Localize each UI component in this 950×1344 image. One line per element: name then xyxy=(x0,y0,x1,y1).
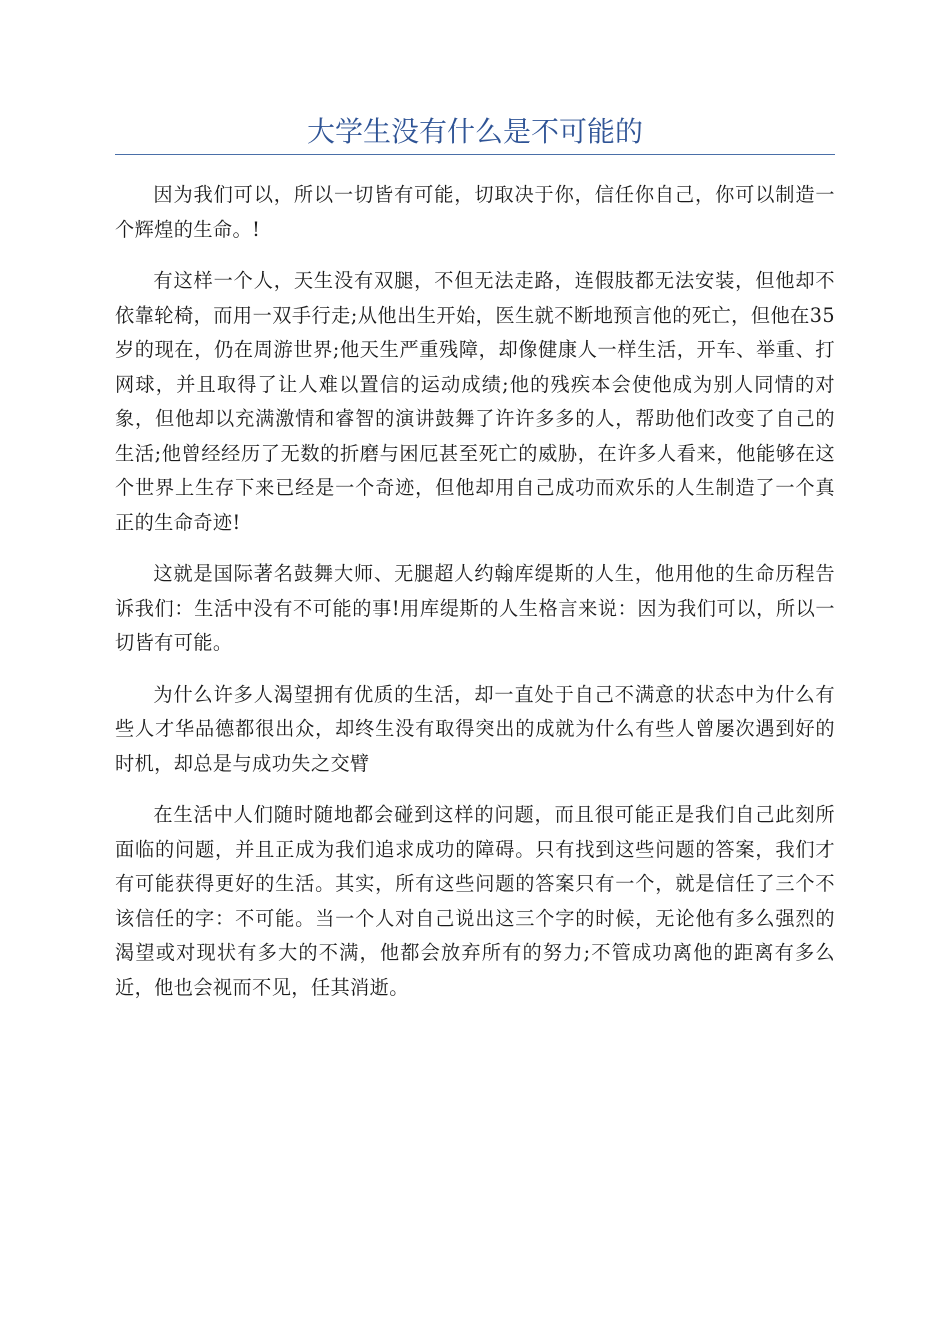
paragraph-2: 有这样一个人，天生没有双腿，不但无法走路，连假肢都无法安装，但他却不依靠轮椅，而用一双手行走;从他出生开始，医生就不断地预言他的死亡，但他在35岁的现在，仍在周游世界;他天生严重残障，却像健康人一样生活，开车、举重、打网球，并且取得了让人难以置信的运动成绩;他的残疾本会使他成为别人同情的对象，但他却以充满激情和睿智的演讲鼓舞了许许多多的人，帮助他们改变了自己的生活;他曾经经历了无数的折磨与困厄甚至死亡的威胁，在许多人看来，他能够在这个世界上生存下来已经是一个奇迹，但他却用自己成功而欢乐的人生制造了一个真正的生命奇迹! xyxy=(115,269,835,534)
document-title: 大学生没有什么是不可能的 xyxy=(306,115,643,148)
paragraph-4: 为什么许多人渴望拥有优质的生活，却一直处于自己不满意的状态中为什么有些人才华品德都很出众，却终生没有取得突出的成就为什么有些人曾屡次遇到好的时机，却总是与成功失之交臂 xyxy=(115,682,835,775)
paragraph-5: 在生活中人们随时随地都会碰到这样的问题，而且很可能正是我们自己此刻所面临的问题，并且正成为我们追求成功的障碍。只有找到这些问题的答案，我们才有可能获得更好的生活。其实，所有这些问题的答案只有一个，就是信任了三个不该信任的字：不可能。当一个人对自己说出这三个字的时候，无论他有多么强烈的渴望或对现状有多大的不满，他都会放弃所有的努力;不管成功离他的距离有多么近，他也会视而不见，任其消逝。 xyxy=(115,803,835,999)
paragraph-1: 因为我们可以，所以一切皆有可能，切取决于你，信任你自己，你可以制造一个辉煌的生命。! xyxy=(115,183,835,241)
title-underline xyxy=(115,154,835,155)
document-body xyxy=(115,178,835,1022)
paragraph-3: 这就是国际著名鼓舞大师、无腿超人约翰库缇斯的人生，他用他的生命历程告诉我们：生活中没有不可能的事!用库缇斯的人生格言来说：因为我们可以，所以一切皆有可能。 xyxy=(115,562,835,654)
